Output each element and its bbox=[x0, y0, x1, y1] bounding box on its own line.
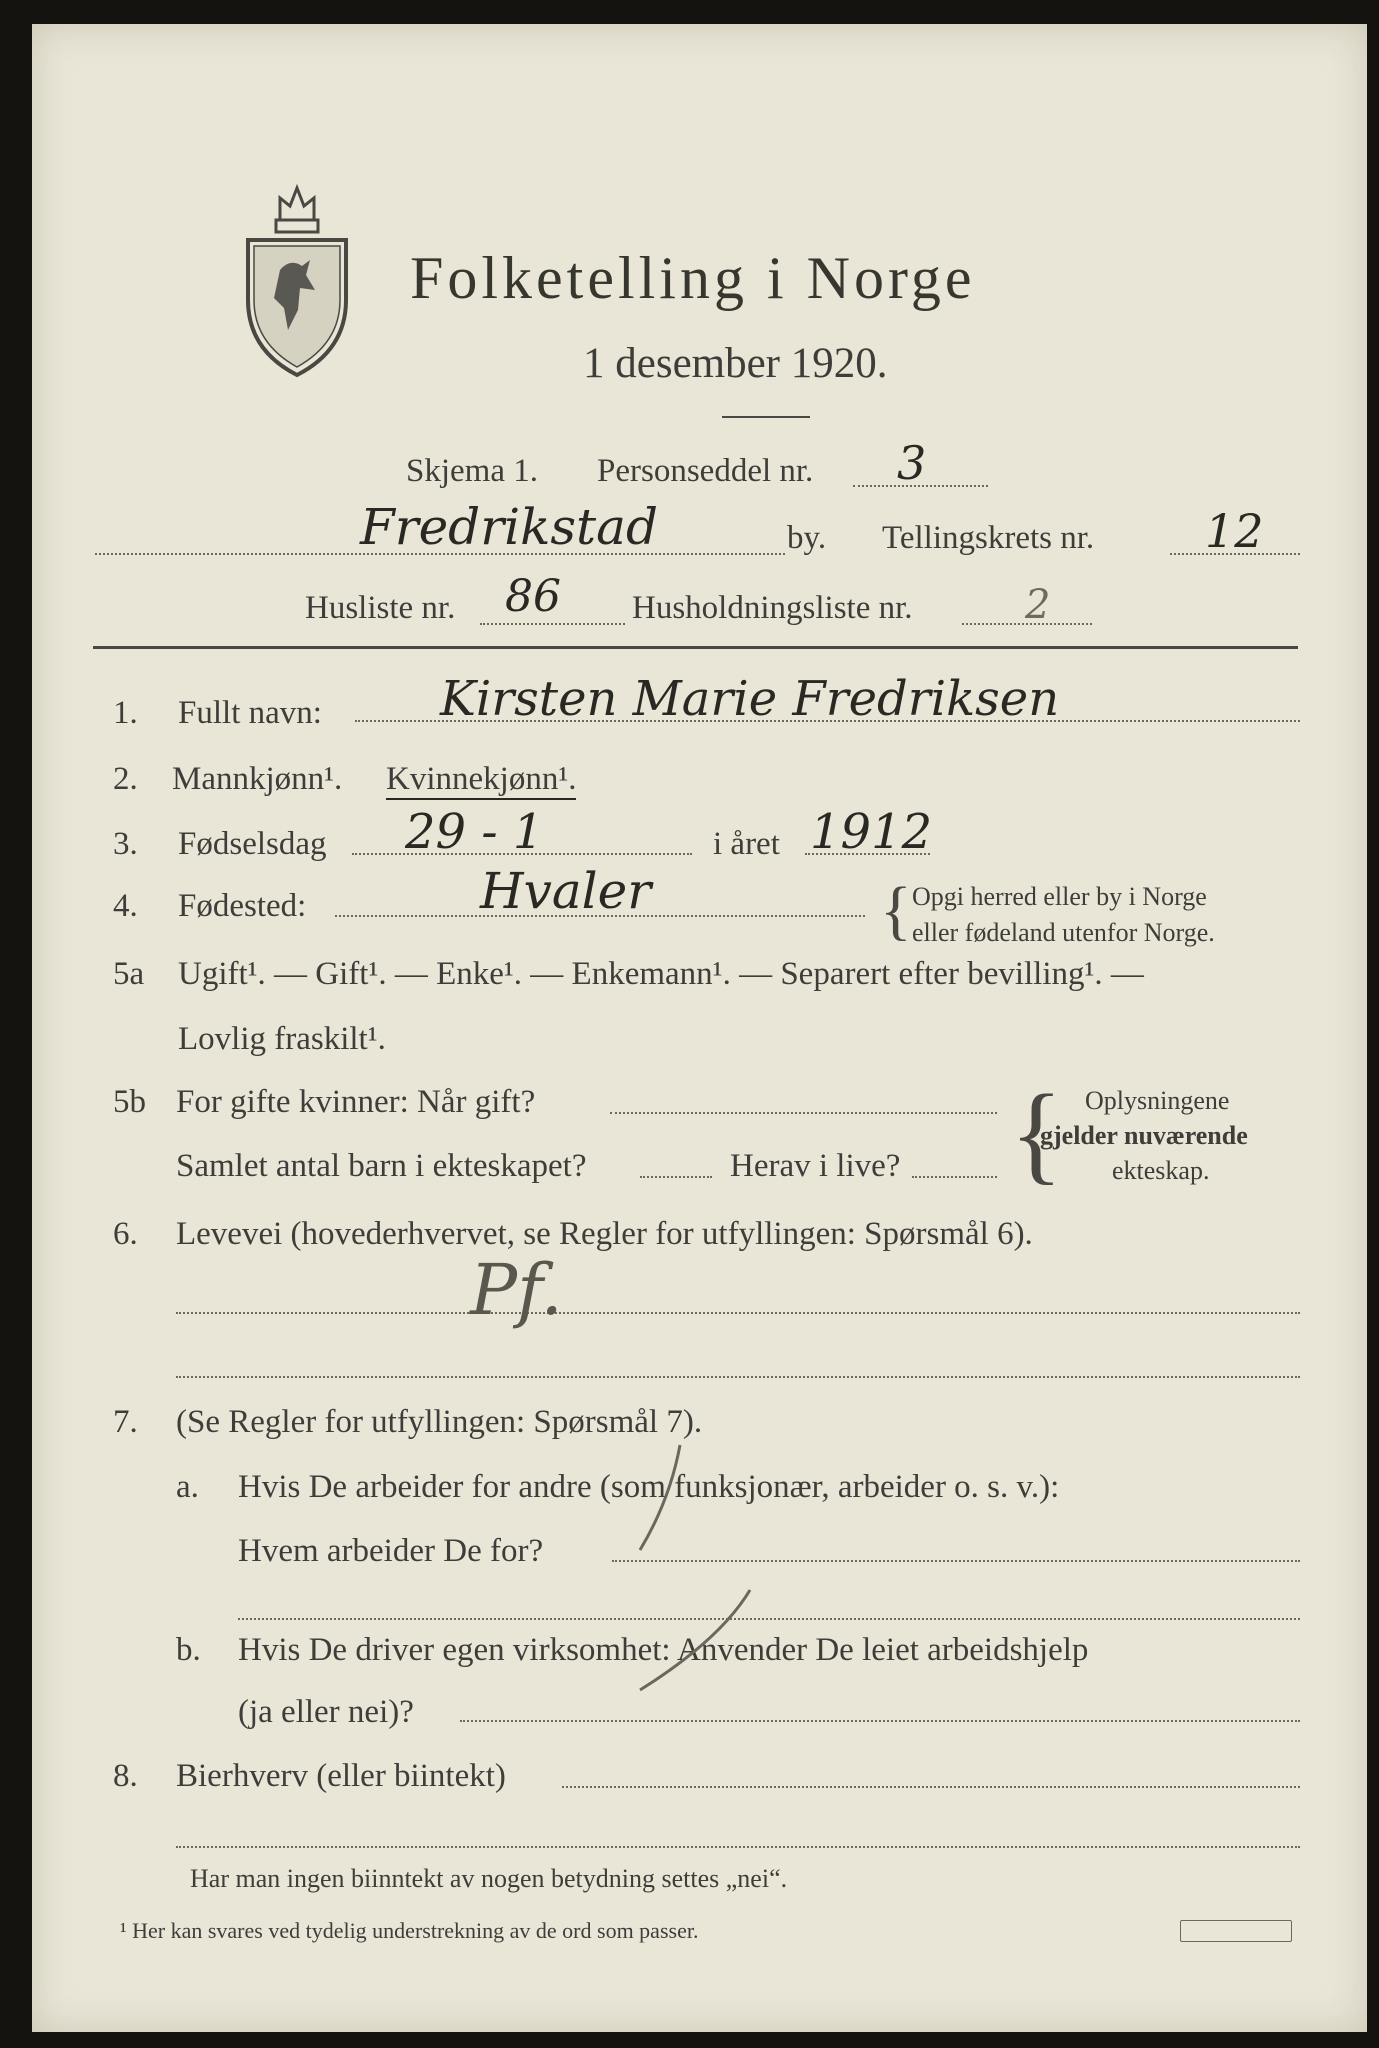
q5b-note-brace: { bbox=[1010, 1072, 1063, 1194]
q2-number: 2. bbox=[113, 761, 138, 797]
q5b-note-line2: gjelder nuværende bbox=[1040, 1121, 1248, 1150]
q5b-children-label: Samlet antal barn i ekteskapet? bbox=[176, 1148, 587, 1184]
q7b-letter: b. bbox=[176, 1632, 201, 1668]
q6-occupation-value: Pf. bbox=[470, 1249, 563, 1331]
census-date: 1 desember 1920. bbox=[583, 340, 888, 387]
q2-kvinnekjonn: Kvinnekjønn¹. bbox=[386, 763, 576, 800]
q8-number: 8. bbox=[113, 1758, 138, 1794]
q3-year-label: i året bbox=[713, 826, 780, 862]
q7-number: 7. bbox=[113, 1404, 138, 1440]
by-label: by. bbox=[787, 520, 827, 556]
q6-field-line-2 bbox=[176, 1376, 1300, 1378]
q8-label: Bierhverv (eller biintekt) bbox=[176, 1758, 506, 1794]
q5a-line2: Lovlig fraskilt¹. bbox=[178, 1021, 386, 1057]
q4-birthplace-value: Hvaler bbox=[480, 862, 652, 920]
printer-stamp bbox=[1180, 1920, 1292, 1942]
husholdning-label: Husholdningsliste nr. bbox=[632, 590, 913, 626]
q3-birthdate-value: 29 - 1 bbox=[405, 804, 544, 860]
q3-number: 3. bbox=[113, 826, 138, 862]
q5b-married-field-line bbox=[610, 1112, 997, 1114]
q2-mannkjonn: Mannkjønn¹. bbox=[172, 761, 343, 797]
title-divider bbox=[722, 416, 810, 418]
q4-note-line2: eller fødeland utenfor Norge. bbox=[912, 918, 1215, 947]
q7b-line2: (ja eller nei)? bbox=[238, 1694, 414, 1730]
q7b-line1: Hvis De driver egen virksomhet: Anvender De leiet arbeidshjelp bbox=[238, 1632, 1089, 1668]
q1-number: 1. bbox=[113, 695, 138, 731]
q5b-alive-field-line bbox=[912, 1176, 997, 1178]
q5b-note-line1: Oplysningene bbox=[1085, 1086, 1230, 1115]
q7-label: (Se Regler for utfyllingen: Spørsmål 7). bbox=[176, 1404, 703, 1440]
q4-number: 4. bbox=[113, 888, 138, 924]
form-title: Folketelling i Norge bbox=[410, 245, 976, 311]
q6-field-line-1 bbox=[176, 1312, 1300, 1314]
q7a-line1: Hvis De arbeider for andre (som funksjonær, arbeider o. s. v.): bbox=[238, 1469, 1060, 1505]
q6-number: 6. bbox=[113, 1216, 138, 1252]
q7a-line2: Hvem arbeider De for? bbox=[238, 1533, 544, 1569]
personseddel-label: Personseddel nr. bbox=[597, 453, 814, 489]
personseddel-value: 3 bbox=[897, 436, 927, 490]
footnote: ¹ Her kan svares ved tydelig understrekning av de ord som passer. bbox=[120, 1918, 699, 1943]
q1-full-name-value: Kirsten Marie Fredriksen bbox=[440, 671, 1060, 727]
q5b-alive-label: Herav i live? bbox=[730, 1148, 901, 1184]
q5b-number: 5b bbox=[113, 1084, 146, 1120]
q4-note-line1: Opgi herred eller by i Norge bbox=[912, 882, 1207, 911]
header-separator bbox=[93, 646, 1298, 649]
q5a-number: 5a bbox=[113, 956, 145, 992]
husliste-value: 86 bbox=[505, 571, 561, 622]
q4-label: Fødested: bbox=[178, 888, 307, 924]
q5a-line1: Ugift¹. — Gift¹. — Enke¹. — Enkemann¹. — Separert efter bevilling¹. — bbox=[178, 956, 1144, 992]
q7b-field-line bbox=[460, 1720, 1300, 1722]
q5b-note-line3: ekteskap. bbox=[1112, 1156, 1210, 1185]
q7a-letter: a. bbox=[176, 1469, 199, 1505]
norwegian-coat-of-arms-icon bbox=[240, 180, 355, 380]
q8-field-line-1 bbox=[562, 1786, 1300, 1788]
q3-label: Fødselsdag bbox=[178, 826, 327, 862]
q8-field-line-2 bbox=[176, 1846, 1300, 1848]
q5b-line1: For gifte kvinner: Når gift? bbox=[176, 1084, 536, 1120]
dash-mark-q7 bbox=[580, 1440, 780, 1700]
skjema-label: Skjema 1. bbox=[406, 453, 538, 489]
q6-label: Levevei (hovederhvervet, se Regler for utfyllingen: Spørsmål 6). bbox=[176, 1216, 1033, 1252]
q1-label: Fullt navn: bbox=[178, 695, 322, 731]
q5b-children-field-line bbox=[640, 1176, 712, 1178]
tellingskrets-label: Tellingskrets nr. bbox=[882, 520, 1095, 556]
city-value: Fredrikstad bbox=[360, 498, 658, 556]
q3-year-value: 1912 bbox=[810, 804, 933, 860]
q8-note: Har man ingen biinntekt av nogen betydning settes „nei“. bbox=[190, 1864, 788, 1893]
husliste-label: Husliste nr. bbox=[305, 590, 456, 626]
husholdning-value: 2 bbox=[1025, 582, 1051, 628]
husliste-field-line bbox=[480, 623, 625, 625]
q4-note-brace: { bbox=[880, 874, 912, 947]
tellingskrets-value: 12 bbox=[1205, 504, 1264, 558]
